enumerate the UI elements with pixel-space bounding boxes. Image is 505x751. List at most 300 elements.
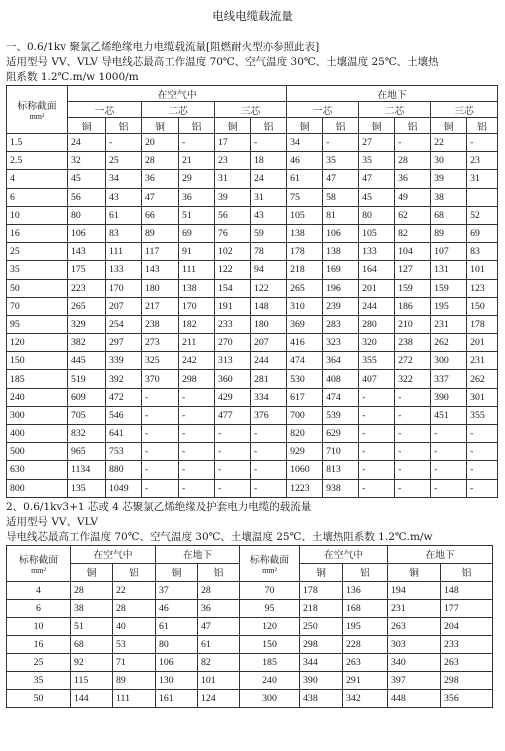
value-cell: 36	[198, 599, 240, 617]
value-cell: 175	[68, 261, 106, 279]
value-cell: 519	[68, 370, 106, 388]
value-cell: -	[395, 425, 431, 443]
value-cell: 78	[251, 243, 287, 261]
size-cell: 95	[7, 315, 68, 333]
value-cell: 231	[388, 599, 441, 617]
value-cell: 130	[156, 671, 198, 689]
value-cell: 62	[395, 206, 431, 224]
value-cell: 61	[156, 617, 198, 635]
value-cell: 35	[323, 152, 359, 170]
value-cell: 106	[156, 653, 198, 671]
value-cell: 244	[359, 297, 395, 315]
header-section-size: 标称截面 mm²	[7, 86, 68, 134]
header-two-core: 二芯	[359, 102, 431, 118]
page-title: 电线电缆载流量	[212, 9, 293, 23]
value-cell: 262	[467, 370, 498, 388]
value-cell: 123	[467, 279, 498, 297]
value-cell: 53	[113, 635, 156, 653]
section1-spec-line2: 阻系数 1.2℃.m/w 1000/m	[6, 71, 139, 83]
value-cell: 159	[431, 279, 467, 297]
table-row	[7, 188, 498, 206]
value-cell: 45	[359, 188, 395, 206]
value-cell: 61	[106, 206, 142, 224]
value-cell: 69	[467, 224, 498, 242]
value-cell: 445	[68, 352, 106, 370]
value-cell: 138	[179, 279, 215, 297]
header-aluminum: 铝	[113, 563, 156, 581]
value-cell: 233	[441, 635, 493, 653]
header-copper: 铜	[156, 563, 198, 581]
header-in-air: 在空气中	[71, 545, 156, 563]
value-cell: -	[323, 134, 359, 152]
value-cell: -	[215, 425, 251, 443]
value-cell: -	[395, 388, 431, 406]
value-cell: 161	[156, 689, 198, 707]
value-cell: 820	[287, 425, 323, 443]
value-cell: 210	[395, 315, 431, 333]
value-cell: 135	[68, 479, 106, 497]
value-cell: 263	[441, 653, 493, 671]
value-cell: 201	[467, 334, 498, 352]
value-cell: 753	[106, 443, 142, 461]
value-cell: 832	[68, 425, 106, 443]
value-cell: 40	[113, 617, 156, 635]
value-cell: 355	[467, 406, 498, 424]
value-cell: 56	[215, 206, 251, 224]
value-cell: 117	[142, 243, 179, 261]
value-cell: 178	[300, 581, 343, 599]
table-row	[7, 425, 498, 443]
size-cell: 25	[7, 653, 71, 671]
size-cell: 10	[7, 617, 71, 635]
value-cell: 144	[71, 689, 113, 707]
value-cell: 23	[215, 152, 251, 170]
value-cell: 207	[251, 334, 287, 352]
value-cell: 1134	[68, 461, 106, 479]
value-cell: 143	[68, 243, 106, 261]
value-cell: 131	[431, 261, 467, 279]
size-cell: 35	[7, 261, 68, 279]
value-cell: 47	[323, 170, 359, 188]
value-cell: 397	[388, 671, 441, 689]
table-row	[7, 443, 498, 461]
value-cell: 474	[323, 388, 359, 406]
value-cell: 69	[179, 224, 215, 242]
header-aluminum: 铝	[467, 118, 498, 134]
value-cell: 254	[106, 315, 142, 333]
size-cell: 16	[7, 635, 71, 653]
value-cell: 390	[300, 671, 343, 689]
table-row	[7, 152, 498, 170]
header-in-air: 在空气中	[300, 545, 388, 563]
value-cell: 355	[359, 352, 395, 370]
value-cell: 45	[68, 170, 106, 188]
table-row	[7, 279, 498, 297]
value-cell: -	[467, 443, 498, 461]
size-cell: 16	[7, 224, 68, 242]
value-cell: 58	[323, 188, 359, 206]
value-cell: 46	[287, 152, 323, 170]
value-cell: -	[431, 425, 467, 443]
value-cell: 107	[431, 243, 467, 261]
value-cell: -	[431, 443, 467, 461]
header-copper: 铜	[388, 563, 441, 581]
value-cell: -	[359, 425, 395, 443]
value-cell: -	[215, 461, 251, 479]
header-aluminum: 铝	[179, 118, 215, 134]
value-cell: -	[179, 388, 215, 406]
value-cell: 150	[467, 297, 498, 315]
table-row	[7, 334, 498, 352]
value-cell: 313	[215, 352, 251, 370]
value-cell: 880	[106, 461, 142, 479]
value-cell: 265	[287, 279, 323, 297]
table-row	[7, 134, 498, 152]
value-cell: 617	[287, 388, 323, 406]
table-row	[7, 617, 493, 635]
value-cell: 106	[323, 224, 359, 242]
value-cell: 133	[359, 243, 395, 261]
size-cell: 185	[7, 370, 68, 388]
value-cell: 24	[68, 134, 106, 152]
value-cell: 370	[142, 370, 179, 388]
value-cell: 28	[395, 152, 431, 170]
size-cell: 120	[7, 334, 68, 352]
size-cell: 70	[240, 581, 300, 599]
size-cell: 120	[240, 617, 300, 635]
value-cell: 21	[179, 152, 215, 170]
value-cell: -	[395, 461, 431, 479]
value-cell: 124	[198, 689, 240, 707]
value-cell: 66	[142, 206, 179, 224]
header-one-core: 一芯	[287, 102, 359, 118]
header-copper: 铜	[142, 118, 179, 134]
header-copper: 铜	[287, 118, 323, 134]
value-cell: 178	[287, 243, 323, 261]
header-aluminum: 铝	[106, 118, 142, 134]
value-cell: 539	[323, 406, 359, 424]
value-cell: 101	[198, 671, 240, 689]
value-cell: 92	[71, 653, 113, 671]
value-cell: -	[359, 388, 395, 406]
value-cell: 416	[287, 334, 323, 352]
header-underground: 在地下	[287, 86, 498, 102]
value-cell: 196	[323, 279, 359, 297]
value-cell: 376	[251, 406, 287, 424]
value-cell: 37	[156, 581, 198, 599]
table-2	[6, 545, 493, 708]
value-cell: 75	[287, 188, 323, 206]
value-cell: 194	[388, 581, 441, 599]
value-cell: 211	[179, 334, 215, 352]
value-cell: 27	[359, 134, 395, 152]
value-cell: -	[179, 134, 215, 152]
value-cell: 329	[68, 315, 106, 333]
value-cell: 262	[431, 334, 467, 352]
value-cell: 24	[251, 170, 287, 188]
value-cell: 31	[467, 170, 498, 188]
value-cell	[467, 188, 498, 206]
value-cell: 43	[106, 188, 142, 206]
value-cell: -	[467, 461, 498, 479]
value-cell: 298	[441, 671, 493, 689]
value-cell: 364	[323, 352, 359, 370]
size-cell: 2.5	[7, 152, 68, 170]
value-cell: 89	[431, 224, 467, 242]
value-cell: -	[359, 443, 395, 461]
value-cell: 36	[142, 170, 179, 188]
value-cell: 102	[215, 243, 251, 261]
value-cell: 111	[106, 243, 142, 261]
value-cell: 17	[215, 134, 251, 152]
value-cell: 238	[142, 315, 179, 333]
value-cell: 143	[142, 261, 179, 279]
value-cell: 38	[71, 599, 113, 617]
value-cell: 23	[467, 152, 498, 170]
header-aluminum: 铝	[395, 118, 431, 134]
value-cell: 101	[467, 261, 498, 279]
value-cell: 25	[106, 152, 142, 170]
value-cell: 127	[395, 261, 431, 279]
header-copper: 铜	[215, 118, 251, 134]
value-cell: 20	[142, 134, 179, 152]
header-underground: 在地下	[388, 545, 493, 563]
value-cell: 164	[359, 261, 395, 279]
value-cell: 344	[300, 653, 343, 671]
value-cell: -	[142, 425, 179, 443]
value-cell: 1223	[287, 479, 323, 497]
value-cell: 82	[395, 224, 431, 242]
value-cell: 80	[359, 206, 395, 224]
table-row	[7, 206, 498, 224]
value-cell: 965	[68, 443, 106, 461]
value-cell: 291	[343, 671, 388, 689]
table-row	[7, 581, 493, 599]
value-cell: 168	[343, 599, 388, 617]
header-section-size: 标称截面 mm²	[240, 545, 300, 581]
value-cell: 641	[106, 425, 142, 443]
value-cell: 68	[431, 206, 467, 224]
size-cell: 1.5	[7, 134, 68, 152]
value-cell: 31	[215, 170, 251, 188]
header-three-core: 三芯	[431, 102, 498, 118]
value-cell: 609	[68, 388, 106, 406]
value-cell: 83	[467, 243, 498, 261]
value-cell: 28	[71, 581, 113, 599]
value-cell: 231	[431, 315, 467, 333]
value-cell: 228	[343, 635, 388, 653]
value-cell: 138	[323, 243, 359, 261]
header-aluminum: 铝	[198, 563, 240, 581]
value-cell: 39	[431, 170, 467, 188]
value-cell: 28	[142, 152, 179, 170]
value-cell: 56	[68, 188, 106, 206]
value-cell: 51	[71, 617, 113, 635]
value-cell: 61	[287, 170, 323, 188]
value-cell: 29	[179, 170, 215, 188]
value-cell: 47	[142, 188, 179, 206]
value-cell: 298	[300, 635, 343, 653]
header-copper: 铜	[68, 118, 106, 134]
value-cell: 195	[343, 617, 388, 635]
value-cell: 182	[179, 315, 215, 333]
value-cell: -	[251, 425, 287, 443]
size-cell: 4	[7, 170, 68, 188]
value-cell: 218	[300, 599, 343, 617]
header-aluminum: 铝	[441, 563, 493, 581]
value-cell: 89	[142, 224, 179, 242]
value-cell: 136	[343, 581, 388, 599]
value-cell: 231	[467, 352, 498, 370]
value-cell: 22	[113, 581, 156, 599]
value-cell: 263	[388, 617, 441, 635]
value-cell: 273	[142, 334, 179, 352]
size-cell: 630	[7, 461, 68, 479]
size-cell: 150	[7, 352, 68, 370]
table-row	[7, 635, 493, 653]
value-cell: -	[395, 134, 431, 152]
value-cell: 356	[441, 689, 493, 707]
value-cell: 283	[323, 315, 359, 333]
header-copper: 铜	[300, 563, 343, 581]
value-cell: 298	[179, 370, 215, 388]
value-cell: 238	[395, 334, 431, 352]
table-row	[7, 599, 493, 617]
value-cell: 32	[68, 152, 106, 170]
value-cell: 310	[287, 297, 323, 315]
value-cell: 438	[300, 689, 343, 707]
value-cell: 390	[431, 388, 467, 406]
value-cell: 195	[431, 297, 467, 315]
size-cell: 35	[7, 671, 71, 689]
header-two-core: 二芯	[142, 102, 215, 118]
size-cell: 185	[240, 653, 300, 671]
value-cell: 36	[179, 188, 215, 206]
table-row	[7, 261, 498, 279]
value-cell: 382	[68, 334, 106, 352]
value-cell: 22	[431, 134, 467, 152]
value-cell: 105	[359, 224, 395, 242]
value-cell: 94	[251, 261, 287, 279]
value-cell: 217	[142, 297, 179, 315]
value-cell: 177	[441, 599, 493, 617]
value-cell: 280	[359, 315, 395, 333]
value-cell: 170	[106, 279, 142, 297]
table-row	[7, 653, 493, 671]
value-cell: 407	[359, 370, 395, 388]
value-cell: 31	[251, 188, 287, 206]
value-cell: -	[142, 406, 179, 424]
value-cell: 429	[215, 388, 251, 406]
value-cell: -	[142, 479, 179, 497]
table-row	[7, 297, 498, 315]
header-copper: 铜	[71, 563, 113, 581]
value-cell: 705	[68, 406, 106, 424]
value-cell: 191	[215, 297, 251, 315]
value-cell: 178	[467, 315, 498, 333]
value-cell: 49	[395, 188, 431, 206]
value-cell: -	[142, 443, 179, 461]
header-aluminum: 铝	[323, 118, 359, 134]
value-cell: -	[215, 443, 251, 461]
size-cell: 95	[240, 599, 300, 617]
value-cell: 111	[113, 689, 156, 707]
size-cell: 50	[7, 279, 68, 297]
value-cell: 28	[113, 599, 156, 617]
section2-spec-line1: 适用型号 VV、VLV	[6, 515, 98, 528]
value-cell: 303	[388, 635, 441, 653]
value-cell: -	[251, 479, 287, 497]
size-cell: 800	[7, 479, 68, 497]
value-cell: -	[142, 461, 179, 479]
value-cell: -	[179, 479, 215, 497]
table-1	[6, 85, 498, 498]
table-row	[7, 479, 498, 497]
value-cell: 204	[441, 617, 493, 635]
size-cell: 6	[7, 188, 68, 206]
value-cell: 223	[68, 279, 106, 297]
value-cell: 265	[68, 297, 106, 315]
value-cell: 263	[343, 653, 388, 671]
value-cell: 201	[359, 279, 395, 297]
size-cell: 240	[7, 388, 68, 406]
value-cell: 76	[215, 224, 251, 242]
value-cell: 250	[300, 617, 343, 635]
table-row	[7, 243, 498, 261]
value-cell: -	[179, 406, 215, 424]
value-cell: 52	[467, 206, 498, 224]
value-cell: 392	[106, 370, 142, 388]
header-in-air: 在空气中	[68, 86, 287, 102]
value-cell: 272	[395, 352, 431, 370]
value-cell: 472	[106, 388, 142, 406]
value-cell: -	[179, 443, 215, 461]
value-cell: 104	[395, 243, 431, 261]
value-cell: 39	[215, 188, 251, 206]
value-cell: 334	[251, 388, 287, 406]
value-cell: 38	[431, 188, 467, 206]
size-cell: 50	[7, 689, 71, 707]
table-row	[7, 406, 498, 424]
value-cell: 47	[359, 170, 395, 188]
size-cell: 70	[7, 297, 68, 315]
value-cell: 546	[106, 406, 142, 424]
value-cell: 159	[395, 279, 431, 297]
table-row	[7, 671, 493, 689]
value-cell: 80	[156, 635, 198, 653]
value-cell: 106	[68, 224, 106, 242]
value-cell: 138	[287, 224, 323, 242]
section1-heading: 一、0.6/1kv 聚氯乙烯绝缘电力电缆载流量[阻燃耐火型亦参照此表]	[6, 41, 320, 53]
header-underground: 在地下	[156, 545, 240, 563]
value-cell: 218	[287, 261, 323, 279]
value-cell: -	[251, 461, 287, 479]
value-cell: 61	[198, 635, 240, 653]
value-cell: 242	[179, 352, 215, 370]
value-cell: -	[179, 425, 215, 443]
value-cell: 474	[287, 352, 323, 370]
value-cell: 700	[287, 406, 323, 424]
value-cell: 301	[467, 388, 498, 406]
size-cell: 500	[7, 443, 68, 461]
value-cell: 297	[106, 334, 142, 352]
header-aluminum: 铝	[251, 118, 287, 134]
value-cell: 111	[179, 261, 215, 279]
value-cell: 477	[215, 406, 251, 424]
table-row	[7, 388, 498, 406]
value-cell: 89	[113, 671, 156, 689]
value-cell: 82	[198, 653, 240, 671]
